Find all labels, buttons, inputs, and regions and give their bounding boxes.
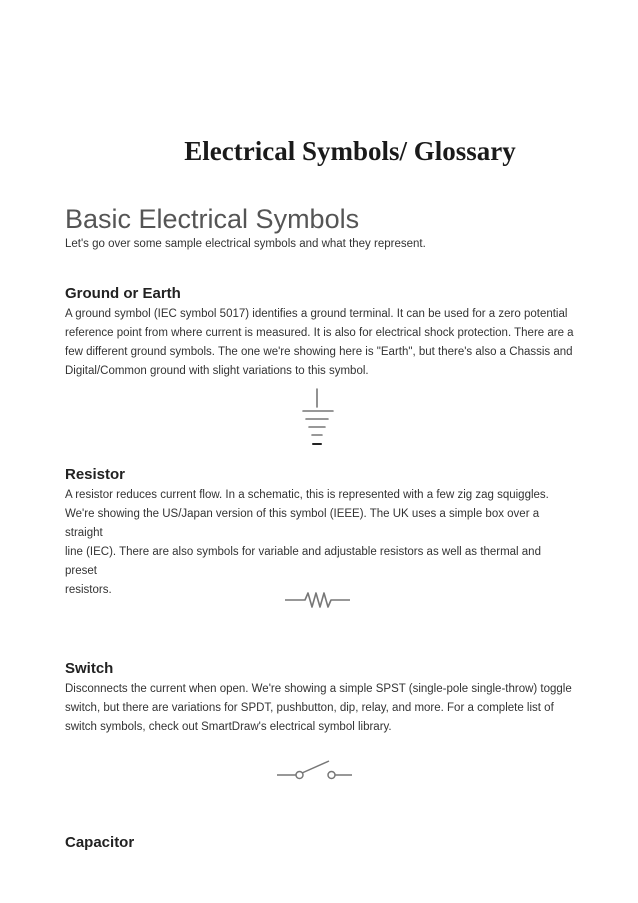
heading-ground: Ground or Earth <box>65 285 181 302</box>
text-line: switch, but there are variations for SPDT, pushbutton, dip, relay, and more. For a complete list of <box>65 702 554 714</box>
document-title: Electrical Symbols/ Glossary <box>184 136 516 166</box>
section-title: Basic Electrical Symbols <box>65 204 360 234</box>
text-line: Digital/Common ground with slight variations to this symbol. <box>65 365 369 377</box>
text-line: few different ground symbols. The one we're showing here is "Earth", but there's also a Chassis and <box>65 346 573 358</box>
ground-symbol-icon <box>295 385 345 450</box>
text-line: reference point from where current is measured. It is also for electrical shock protection. There are a <box>65 327 574 339</box>
heading-switch: Switch <box>65 660 114 677</box>
text-line: A resistor reduces current flow. In a schematic, this is represented with a few zig zag squiggles. <box>65 489 549 501</box>
paragraph-resistor <box>65 486 575 600</box>
heading-resistor: Resistor <box>65 466 126 483</box>
text-line: line (IEC). There are also symbols for variable and adjustable resistors as well as thermal and preset <box>65 546 541 577</box>
resistor-symbol-icon <box>283 588 353 612</box>
paragraph-switch <box>65 680 575 737</box>
heading-capacitor: Capacitor <box>65 834 135 851</box>
text-line: resistors. <box>65 584 112 596</box>
switch-symbol-icon <box>275 758 355 784</box>
paragraph-ground <box>65 305 575 381</box>
text-line: A ground symbol (IEC symbol 5017) identifies a ground terminal. It can be used for a zero potential <box>65 308 568 320</box>
text-line: Disconnects the current when open. We're showing a simple SPST (single-pole single-throw) toggle <box>65 683 572 695</box>
text-line: switch symbols, check out SmartDraw's electrical symbol library. <box>65 721 392 733</box>
section-intro: Let's go over some sample electrical symbols and what they represent. <box>65 238 426 250</box>
text-line: We're showing the US/Japan version of this symbol (IEEE). The UK uses a simple box over a straight <box>65 508 540 539</box>
